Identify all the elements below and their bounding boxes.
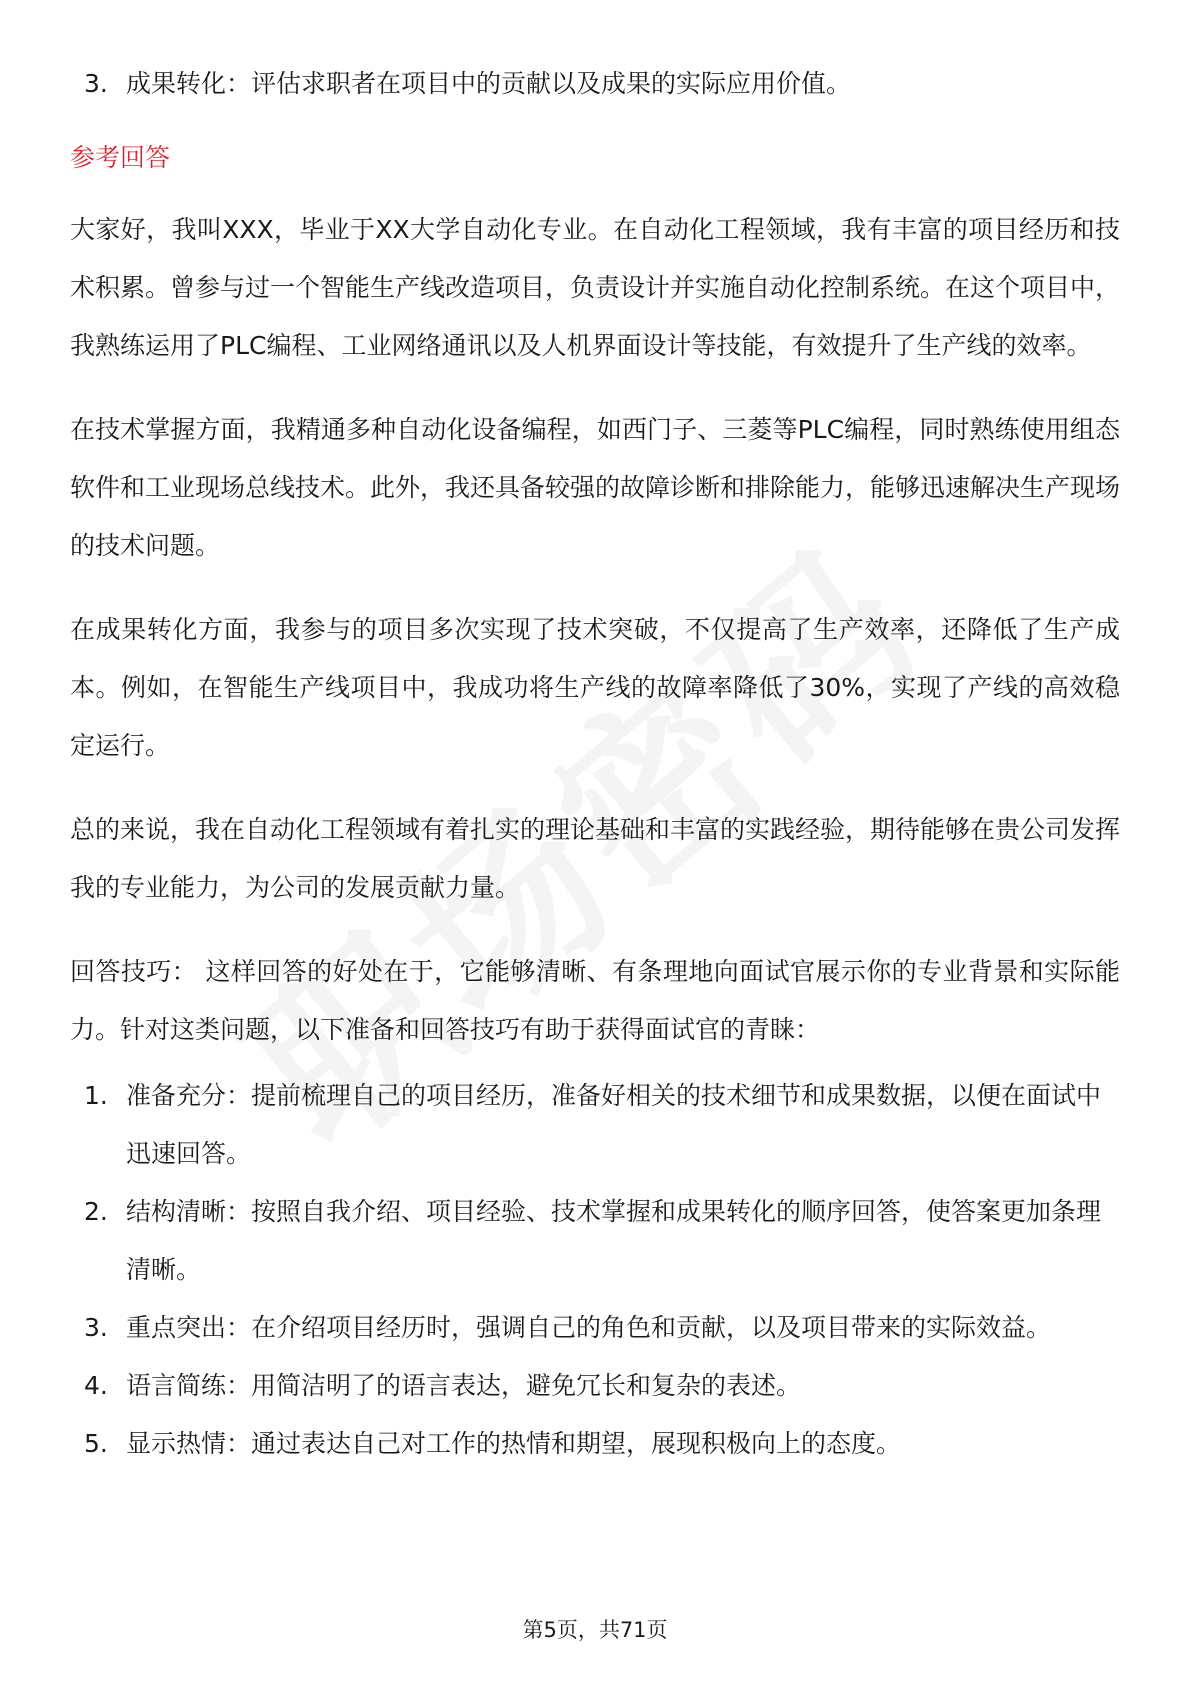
list-text: 显示热情：通过表达自己对工作的热情和期望，展现积极向上的态度。 [126, 1429, 902, 1458]
list-item [70, 1415, 1120, 1473]
list-item [70, 1067, 1120, 1183]
list-number: 2. [84, 1197, 108, 1226]
list-item [70, 1183, 1120, 1299]
list-number: 1. [84, 1081, 108, 1110]
list-item [70, 55, 1120, 113]
list-number: 4. [84, 1371, 108, 1400]
section-heading: 参考回答 [70, 143, 171, 172]
list-item [70, 1357, 1120, 1415]
list-text: 语言简练：用简洁明了的语言表达，避免冗长和复杂的表述。 [126, 1371, 802, 1400]
list-text: 结构清晰：按照自我介绍、项目经验、技术掌握和成果转化的顺序回答，使答案更加条理清晰。 [126, 1197, 1102, 1284]
paragraph-tips-intro: 回答技巧： 这样回答的好处在于，它能够清晰、有条理地向面试官展示你的专业背景和实际能力。针对这类问题，以下准备和回答技巧有助于获得面试官的青睐： [70, 957, 1120, 1044]
paragraph-intro: 大家好，我叫XXX，毕业于XX大学自动化专业。在自动化工程领域，我有丰富的项目经历和技术积累。曾参与过一个智能生产线改造项目，负责设计并实施自动化控制系统。在这个项目中，我熟练运用了PLC编程、工业网络通讯以及人机界面设计等技能，有效提升了生产线的效率。 [70, 215, 1121, 360]
list-number: 3. [84, 1313, 108, 1342]
list-text: 重点突出：在介绍项目经历时，强调自己的角色和贡献，以及项目带来的实际效益。 [126, 1313, 1052, 1342]
page-footer: 第5页，共71页 [522, 1618, 668, 1642]
paragraph-technical: 在技术掌握方面，我精通多种自动化设备编程，如西门子、三菱等PLC编程，同时熟练使用组态软件和工业现场总线技术。此外，我还具备较强的故障诊断和排除能力，能够迅速解决生产现场的技术问题。 [70, 415, 1121, 560]
list-item [70, 1299, 1120, 1357]
list-number: 3. [84, 69, 108, 98]
list-text: 成果转化：评估求职者在项目中的贡献以及成果的实际应用价值。 [126, 69, 852, 98]
paragraph-summary: 总的来说，我在自动化工程领域有着扎实的理论基础和丰富的实践经验，期待能够在贵公司发挥我的专业能力，为公司的发展贡献力量。 [70, 815, 1121, 902]
page-content [70, 55, 1120, 1473]
list-text: 准备充分：提前梳理自己的项目经历，准备好相关的技术细节和成果数据，以便在面试中迅速回答。 [126, 1081, 1102, 1168]
paragraph-results: 在成果转化方面，我参与的项目多次实现了技术突破，不仅提高了生产效率，还降低了生产成本。例如，在智能生产线项目中，我成功将生产线的故障率降低了30%，实现了产线的高效稳定运行。 [70, 615, 1120, 760]
tips-list [70, 1067, 1120, 1473]
list-number: 5. [84, 1429, 108, 1458]
